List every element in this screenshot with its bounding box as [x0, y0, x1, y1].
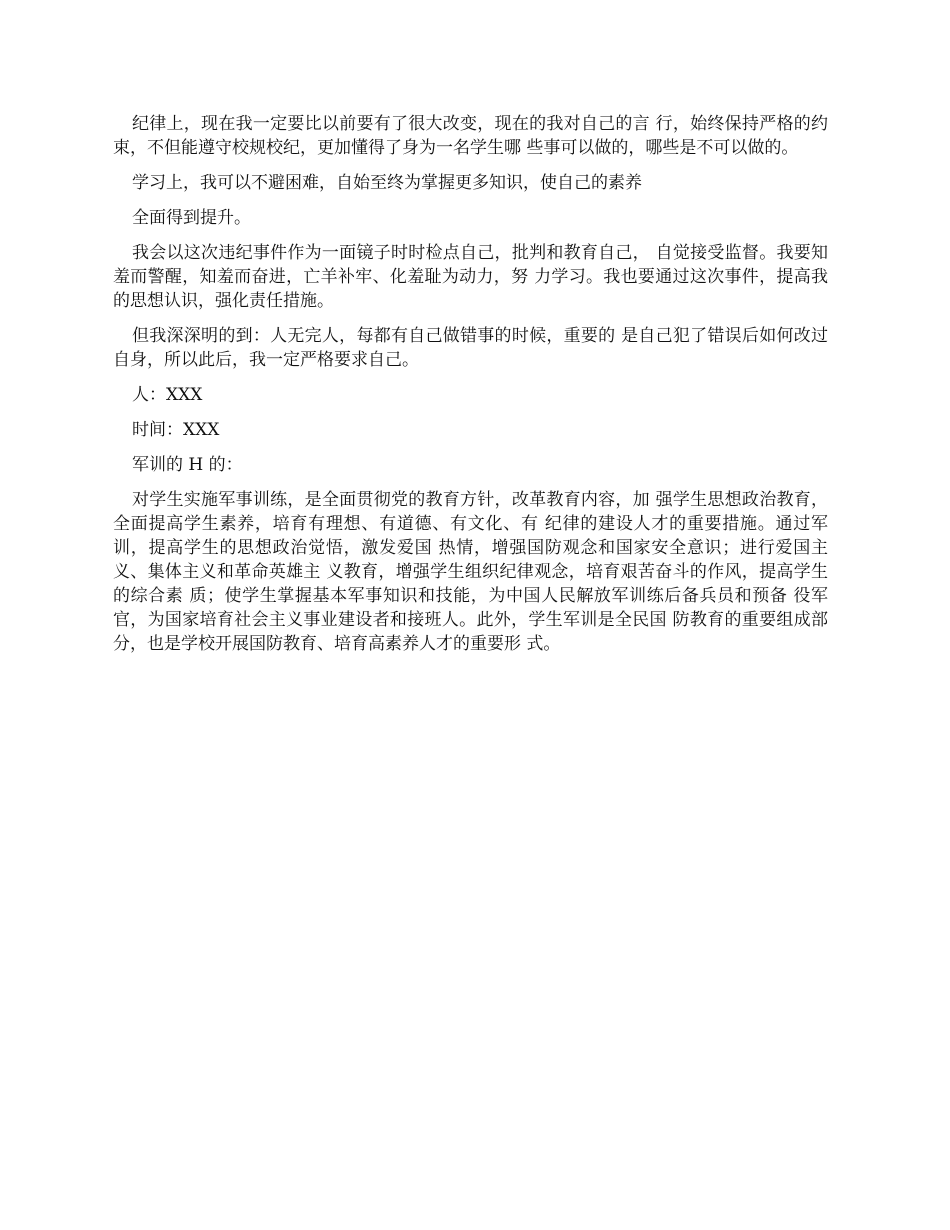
paragraph-study: 学习上，我可以不避困难，自始至终为掌握更多知识，使自己的素养 [132, 173, 642, 193]
document-body [113, 112, 828, 667]
paragraph-military-training-purpose: 对学生实施军事训练，是全面贯彻党的教育方针，改革教育内容，加 强学生思想政治教育，全面提高学生素养，培育有理想、有道德、有文化、有 纪律的建设人才的重要措施。通过军训，提高学生的思想政治觉悟，激发爱国 热情，增强国防观念和国家安全意识；进行爱国主义、集体主义和革命英雄主 义教育，增强学生组织纪律观念，培育艰苦奋斗的作风，提高学生的综合素 质；使学生掌握基本军事知识和技能，为中国人民解放军训练后备兵员和预备 役军官，为国家培育社会主义事业建设者和接班人。此外，学生军训是全民国 防教育的重要组成部分，也是学校开展国防教育、培育高素养人才的重要形 式。 [113, 490, 828, 654]
paragraph-self-reflection: 我会以这次违纪事件作为一面镜子时时检点自己，批判和教育自己， 自觉接受监督。我要知羞而警醒，知羞而奋进，亡羊补牢、化羞耻为动力，努 力学习。我也要通过这次事件，提高我的思想认识，强化责任措施。 [113, 243, 828, 311]
section-heading-military-training: 军训的 H 的： [132, 455, 243, 475]
signature-line: 人：XXX [132, 385, 203, 405]
date-line: 时间：XXX [132, 420, 220, 440]
paragraph-discipline: 纪律上，现在我一定要比以前要有了很大改变，现在的我对自己的言 行，始终保持严格的约束，不但能遵守校规校纪，更加懂得了身为一名学生哪 些事可以做的，哪些是不可以做的。 [113, 114, 828, 158]
paragraph-resolution: 但我深深明的到：人无完人，每都有自己做错事的时候，重要的 是自己犯了错误后如何改过自身，所以此后，我一定严格要求自己。 [113, 326, 828, 370]
paragraph-study-continued: 全面得到提升。 [132, 208, 251, 228]
